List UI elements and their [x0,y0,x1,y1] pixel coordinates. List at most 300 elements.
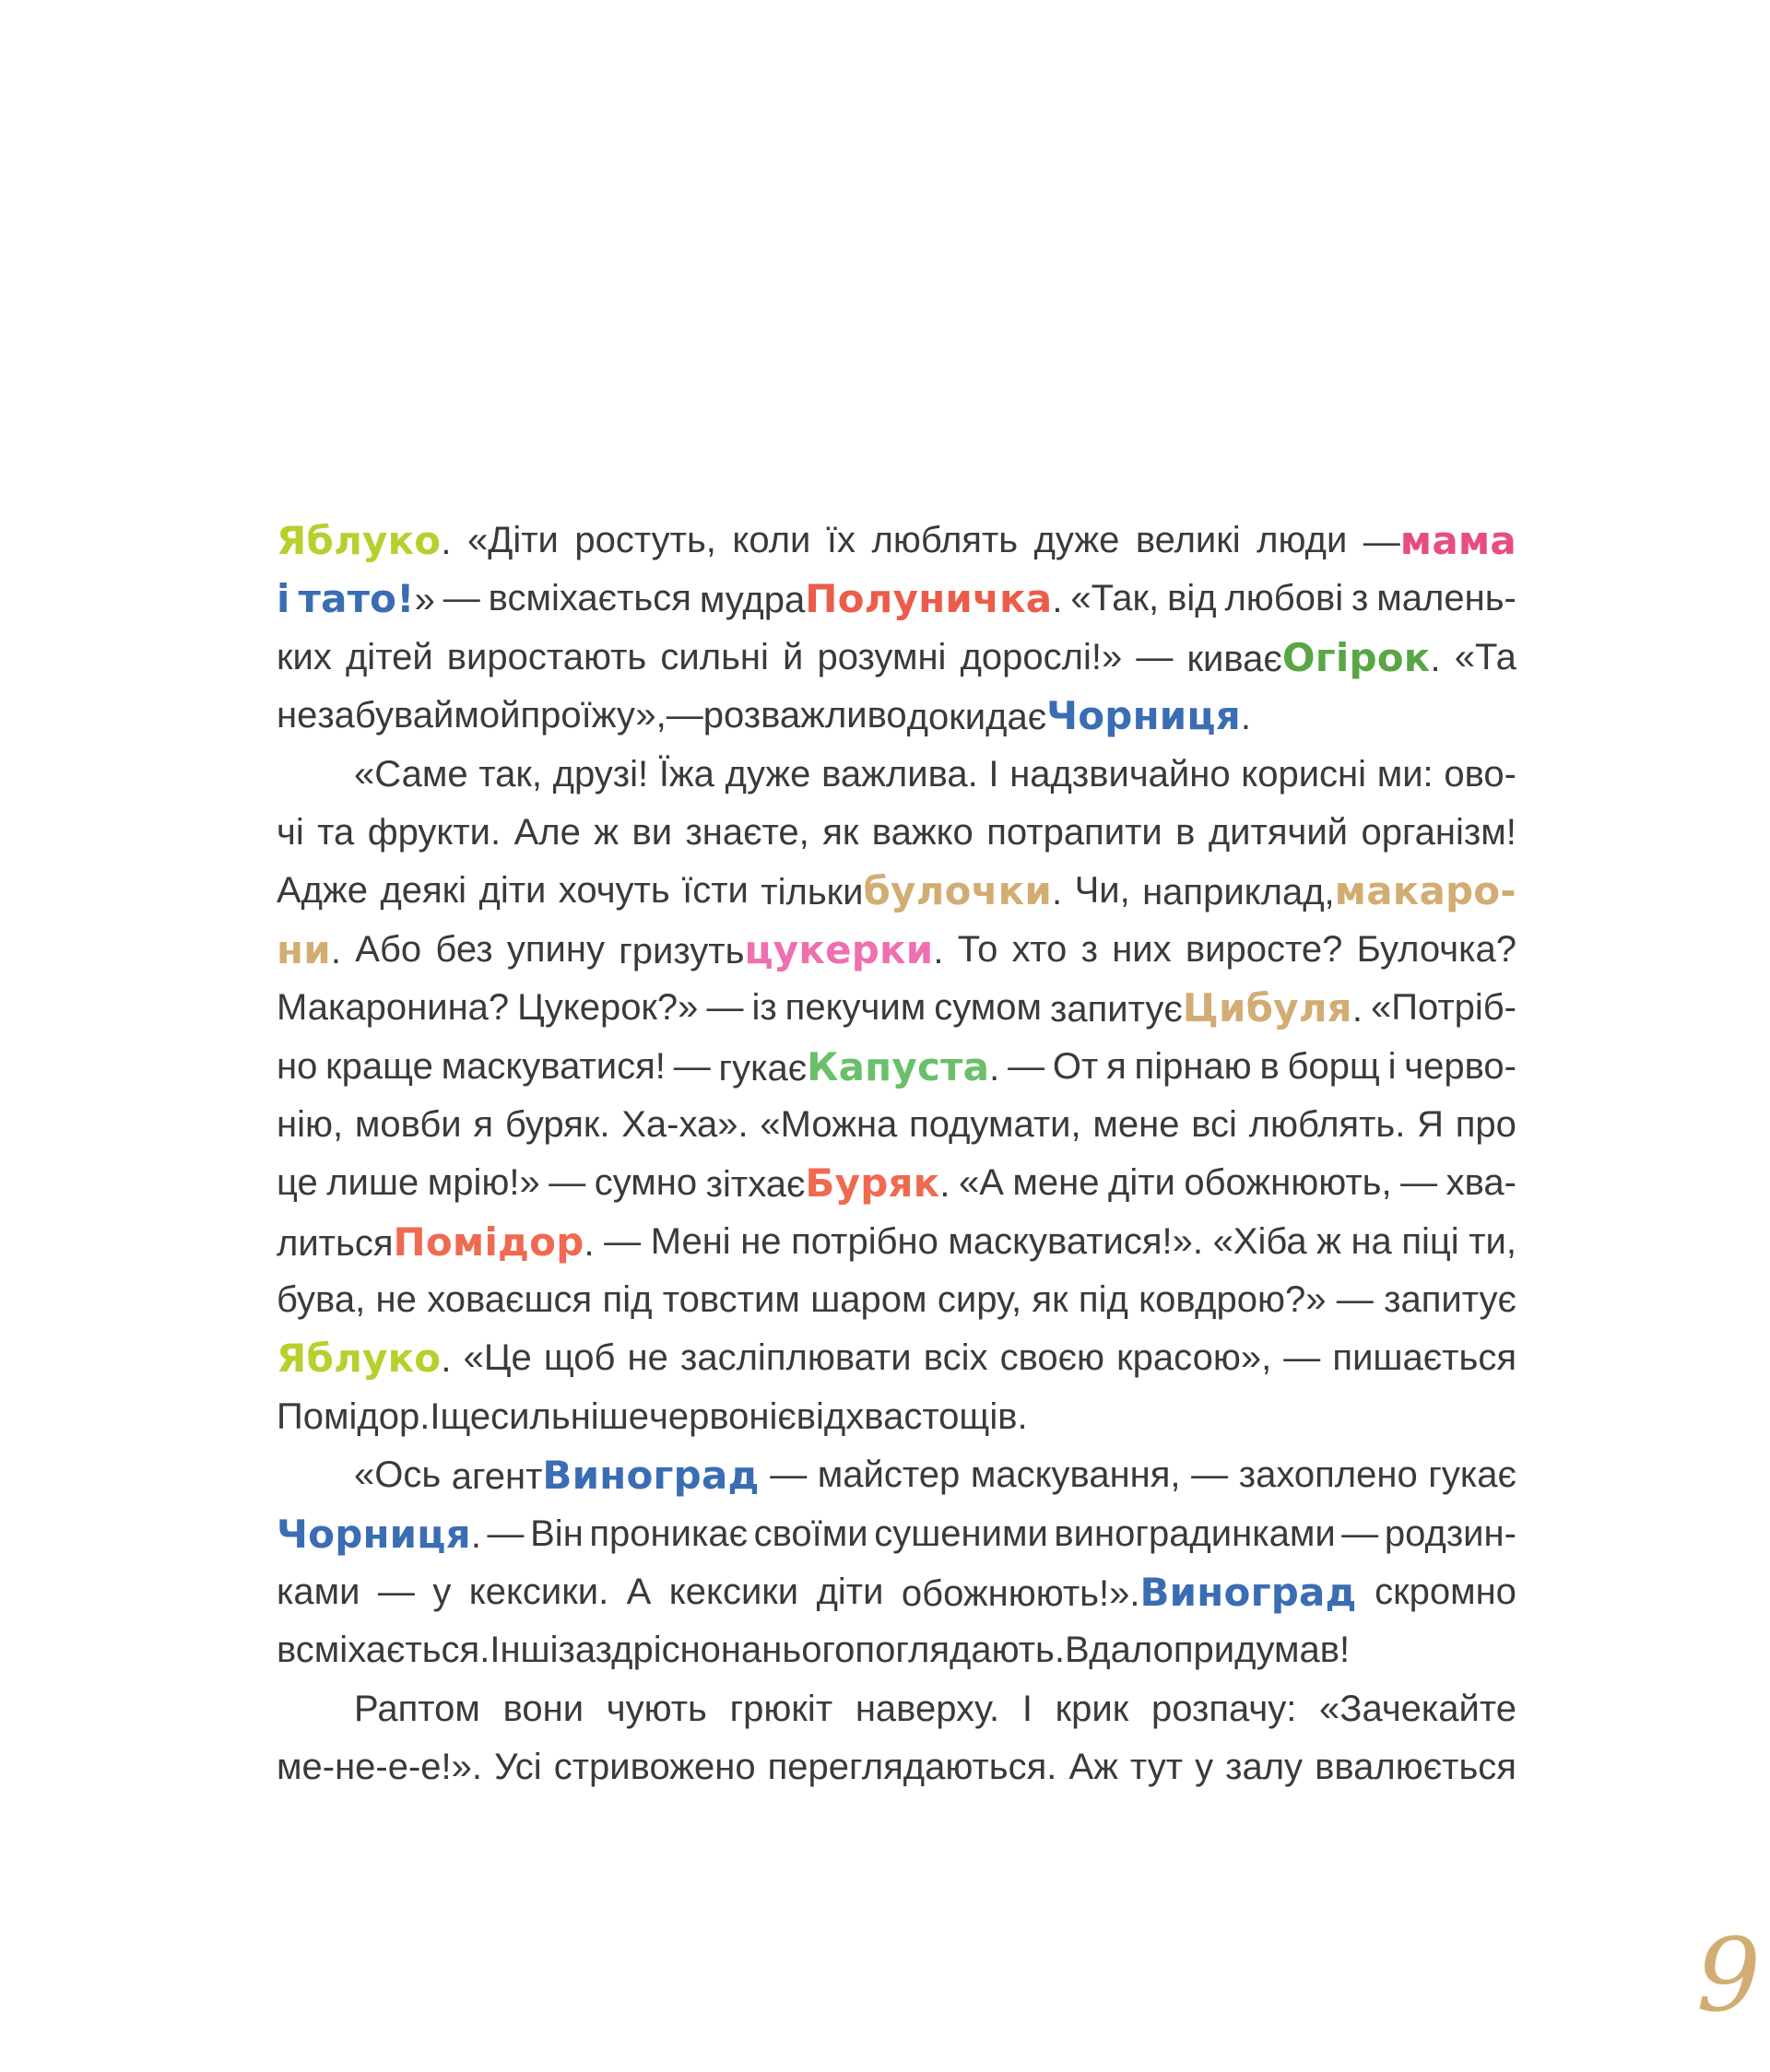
word [1341,1505,1378,1563]
word [1195,1738,1213,1796]
word [1375,1563,1516,1621]
text-fragment: і [1387,1045,1397,1087]
text-fragment: — [604,1220,642,1262]
highlight-name: тато! [298,576,415,622]
word [902,1563,1357,1621]
text-fragment: люди [1257,520,1348,560]
text-fragment: Ха-ха». [621,1103,749,1145]
word [277,1096,343,1154]
word [1151,1680,1296,1738]
text-fragment: «Діти [466,520,559,560]
text-fragment: залу [1225,1747,1304,1788]
text-fragment: лише [326,1162,419,1204]
text-fragment: Макаронина? [277,987,510,1029]
text-fragment: мовби [354,1103,462,1145]
text-fragment: — [1336,1279,1374,1321]
word [549,1154,585,1212]
word [277,1154,318,1212]
highlight-name: мама [1399,518,1516,563]
text-fragment: . [933,930,944,971]
text-fragment: товстим [662,1279,800,1321]
text-fragment: захоплено [1238,1454,1418,1496]
word [277,862,368,920]
text-fragment: ввалюється [1315,1747,1516,1788]
text-fragment: діти [478,870,547,912]
highlight-name: Яблуко [277,1336,442,1382]
text-fragment: борщ [1287,1045,1380,1087]
text-fragment: їх [826,520,856,560]
word [1167,570,1216,628]
word [909,1096,1081,1154]
word [1385,1505,1516,1563]
text-fragment: буряк. [504,1103,610,1145]
text-fragment: корисні [1241,753,1367,795]
word [845,1388,1027,1446]
text-fragment: Або [355,928,422,970]
text-fragment: запитує [1384,1279,1516,1321]
text-fragment: грюкіт [729,1688,833,1729]
text-fragment: шаром [810,1279,927,1321]
word [427,1271,592,1329]
text-fragment: краще [325,1045,433,1087]
text-fragment: мене [1012,1162,1100,1204]
word [1191,1096,1237,1154]
word [1351,570,1368,628]
highlight-name: і [277,576,290,622]
word [478,746,542,804]
word [1092,1096,1179,1154]
text-fragment: — [549,1162,586,1204]
word [1174,1621,1350,1679]
text-fragment: ж [1316,1220,1341,1262]
word [277,804,304,862]
word [473,1096,493,1154]
text-fragment: від [1167,578,1217,619]
text-fragment: «Це [463,1337,532,1379]
text-fragment: це [277,1162,318,1204]
text-fragment: нію, [277,1103,344,1145]
word [1225,1738,1303,1796]
text-fragment: » [414,580,435,621]
text-line [277,570,1516,628]
text-fragment: — [770,1454,808,1496]
word [663,1271,800,1329]
word [1384,1271,1516,1329]
text-fragment: мрію!» [427,1162,540,1204]
text-fragment: обожнюють, [1184,1162,1392,1204]
word [1444,746,1516,804]
text-fragment: «Саме [354,753,468,795]
text-fragment: . [441,522,452,562]
word [603,1271,653,1329]
text-fragment: хочуть [558,870,670,912]
word [1081,921,1098,979]
text-fragment: ме-не-е-е!». [277,1747,483,1788]
word [1106,1038,1127,1096]
text-fragment: «Хіба [1212,1220,1307,1262]
text-line [277,1446,1516,1504]
text-fragment: хва- [1446,1162,1516,1204]
text-line [277,746,1516,804]
text-fragment: ви [631,811,673,853]
word [589,1505,748,1563]
text-fragment: засліплювати [680,1337,912,1379]
word [1139,1271,1326,1329]
text-fragment: . [1351,989,1363,1030]
text-line [277,1388,1516,1446]
word [553,746,648,804]
word [1428,1446,1516,1504]
word [680,1329,912,1387]
text-fragment: . [1052,580,1063,621]
text-fragment: ти, [1469,1220,1516,1262]
text-fragment: упину [506,928,605,970]
word [1400,1154,1437,1212]
text-fragment: діти [1108,1162,1175,1204]
text-fragment: з [1351,578,1369,619]
text-fragment: литься [277,1222,394,1264]
text-fragment: маскуватися! [441,1045,666,1087]
word [817,1563,884,1621]
word: не [277,695,318,736]
text-fragment: красою», [1116,1337,1272,1379]
word [760,1096,897,1154]
word [559,862,670,920]
highlight-name: ни [277,926,331,972]
word [376,1271,417,1329]
word [469,1563,608,1621]
word [317,804,354,862]
word [594,804,619,862]
text-fragment: великі [1135,520,1241,560]
text-line [277,862,1516,920]
highlight-name: Буряк [805,1160,940,1207]
text-fragment: виросте? [1185,928,1343,970]
text-fragment: гукає [718,1047,808,1089]
word [277,1329,452,1387]
word [785,979,926,1037]
text-fragment: маскування, [970,1454,1181,1496]
text-fragment: «Потріб- [1370,987,1516,1029]
text-fragment: сушеними [874,1513,1048,1554]
word [718,1038,999,1096]
word [277,921,341,979]
text-fragment: . [470,1514,481,1556]
word: червоніє [649,1395,796,1437]
word [299,570,435,628]
text-fragment: . [441,1339,452,1381]
word [651,1213,731,1271]
word [378,1563,415,1621]
text-fragment: хто [1011,928,1068,970]
text-fragment: — [1136,636,1174,677]
text-fragment: І [1021,1688,1032,1729]
word [355,921,421,979]
word [1135,1038,1252,1096]
word [1239,1446,1418,1504]
text-fragment: щоб [543,1337,616,1379]
text-fragment: піці [1401,1220,1459,1262]
word: всміхається. [277,1630,490,1671]
word [1224,570,1343,628]
text-fragment: Він [530,1513,584,1554]
text-fragment: ми: [1376,753,1434,795]
word [432,1563,451,1621]
word [277,570,290,628]
word [700,570,1063,628]
word [277,1038,317,1096]
text-fragment: . [330,930,341,971]
word [1187,629,1441,687]
word [1116,1329,1271,1387]
word [443,570,480,628]
word [464,1329,532,1387]
word [621,1096,748,1154]
word [874,1505,1048,1563]
word [517,979,698,1037]
word: поглядають. [855,1630,1066,1671]
text-line [277,1154,1516,1212]
word [452,1446,760,1504]
text-fragment: «Ось [354,1454,442,1496]
word [856,1680,999,1738]
text-line [277,1038,1516,1096]
word [821,746,978,804]
word [1417,1096,1444,1154]
word [1186,921,1342,979]
text-fragment: — [1008,1045,1045,1087]
word [1175,804,1195,862]
text-fragment: — [1363,522,1400,562]
text-fragment: бува, [277,1279,366,1321]
word: Інші [490,1630,559,1671]
word [277,1505,481,1563]
text-fragment: пекучим [785,987,926,1029]
text-fragment: ростуть, [574,520,716,560]
text-fragment: родзин- [1384,1513,1516,1554]
text-fragment: їсти [682,870,749,912]
highlight-name: Цибуля [1182,985,1352,1031]
text-fragment: придумав! [1173,1630,1351,1671]
text-fragment: — [673,1045,711,1087]
text-fragment: дітей [345,636,433,677]
text-fragment: про [1455,1103,1516,1145]
text-fragment: потрібно [791,1220,938,1262]
word [1259,1038,1279,1096]
text-fragment: та [317,811,355,853]
word [907,687,1251,745]
word [948,1213,1203,1271]
word [871,512,1018,570]
text-fragment: — [487,1513,525,1554]
text-fragment: мудра [699,580,806,621]
text-fragment: майстер [817,1454,961,1496]
highlight-name: Яблуко [277,518,442,563]
text-fragment: Цукерок?» [517,987,699,1029]
word [726,746,811,804]
text-line [277,1738,1516,1796]
text-fragment: . [939,1164,950,1206]
word [1249,1096,1406,1154]
word: забуваймо [317,695,501,736]
text-fragment: сиру, [937,1279,1022,1321]
text-fragment: друзі! [552,753,649,795]
word [1075,862,1130,920]
word [1022,1680,1032,1738]
text-line [277,1621,1516,1679]
text-fragment: фрукти. [367,811,502,853]
word [1357,921,1516,979]
text-fragment: знаєте, [685,811,809,853]
text-fragment: не [375,1279,417,1321]
word [674,1038,711,1096]
text-fragment: пірнаю [1134,1045,1252,1087]
text-fragment: надзвичайно [1009,753,1231,795]
text-fragment: дорослі!» [960,636,1123,677]
highlight-name: Помідор [393,1218,584,1265]
word [1287,1038,1379,1096]
text-fragment: подумати, [909,1103,1081,1145]
highlight-name: Капуста [807,1043,990,1089]
text-fragment: — [706,987,744,1029]
text-fragment: чі [277,811,304,853]
word [489,570,691,628]
word [761,862,1062,920]
text-fragment: важлива. [821,753,978,795]
text-fragment: Мені [650,1220,731,1262]
text-fragment: всі [1191,1103,1237,1145]
highlight-name: Полуничка [805,576,1053,622]
text-fragment: як [1032,1279,1068,1321]
word [1446,1154,1516,1212]
word: сильніше [490,1395,650,1437]
word [1363,512,1516,570]
word [1012,1154,1099,1212]
word: І [430,1395,441,1437]
text-fragment: ховаєшся [427,1279,593,1321]
word [380,862,466,920]
word [1316,1213,1341,1271]
text-fragment: сумно [594,1162,698,1204]
word [619,921,943,979]
word [1142,862,1516,920]
word [1070,570,1159,628]
highlight-name: Виноград [1139,1570,1357,1616]
word [1079,1271,1128,1329]
word [1456,1096,1516,1154]
text-fragment: кексики. [468,1572,609,1613]
word [986,804,1162,862]
word: ще [440,1395,491,1437]
word [277,1213,595,1271]
text-fragment: сумом [934,987,1043,1029]
text-fragment: — [1341,1513,1379,1554]
text-fragment: розумні [817,636,947,677]
text-fragment: своїми [753,1513,868,1554]
word [478,862,546,920]
text-fragment: організм! [1361,811,1516,853]
word [971,1446,1181,1504]
word [1376,570,1516,628]
word [514,804,581,862]
word: на [720,1630,762,1671]
word: Вдало [1065,1630,1174,1671]
word [1455,629,1516,687]
word [325,1038,433,1096]
text-line [277,804,1516,862]
text-fragment: деякі [380,870,467,912]
text-fragment: «Та [1454,636,1516,677]
word [1351,1213,1391,1271]
text-fragment: киває [1186,638,1282,679]
word [631,804,672,862]
word [1184,1154,1391,1212]
text-fragment: Усі [494,1747,542,1788]
word [505,1096,610,1154]
text-fragment: Аж [1068,1747,1118,1788]
text-fragment: них [1112,928,1172,970]
text-fragment: . [1240,697,1252,738]
word [783,629,803,687]
text-fragment: з [1080,928,1098,970]
text-fragment: гризуть [619,930,745,971]
text-line [277,512,1516,570]
text-fragment: зітхає [705,1164,806,1206]
text-fragment: так, [478,753,542,795]
text-fragment: черво- [1404,1045,1516,1087]
text-fragment: обожнюють!». [901,1573,1140,1615]
text-fragment: кексики [668,1572,799,1613]
word: — [666,695,703,736]
word [1241,746,1366,804]
text-fragment: «Так, [1070,578,1160,619]
text-fragment: ками [277,1572,360,1613]
text-fragment: виноградинками [1054,1513,1336,1554]
text-fragment: без [435,928,493,970]
word [354,1446,441,1504]
word [1283,1329,1320,1387]
text-line [277,1271,1516,1329]
highlight-name: Виноград [542,1453,760,1499]
text-fragment: переглядаються. [767,1747,1057,1788]
text-fragment: у [1195,1747,1214,1788]
word: розважливо [702,695,907,736]
text-fragment: потрапити [986,811,1162,853]
text-fragment: наприклад, [1142,872,1335,913]
word [607,1680,707,1738]
word [669,1563,798,1621]
word [447,629,646,687]
word [488,1505,525,1563]
text-line [277,921,1516,979]
text-line [277,629,1516,687]
word [503,1680,584,1738]
word [730,1680,833,1738]
text-fragment: всміхається [488,578,691,619]
word [277,1563,360,1621]
word: від [796,1395,846,1437]
text-fragment: в [1259,1045,1280,1087]
word [1469,1213,1516,1271]
text-fragment: запитує [1050,989,1183,1030]
highlight-name: цукерки [744,926,934,972]
text-line [277,1096,1516,1154]
text-fragment: із [751,987,777,1029]
word [791,1213,938,1271]
word [1008,1038,1044,1096]
text-fragment: розпачу: [1150,1688,1297,1729]
word [1053,1038,1098,1096]
